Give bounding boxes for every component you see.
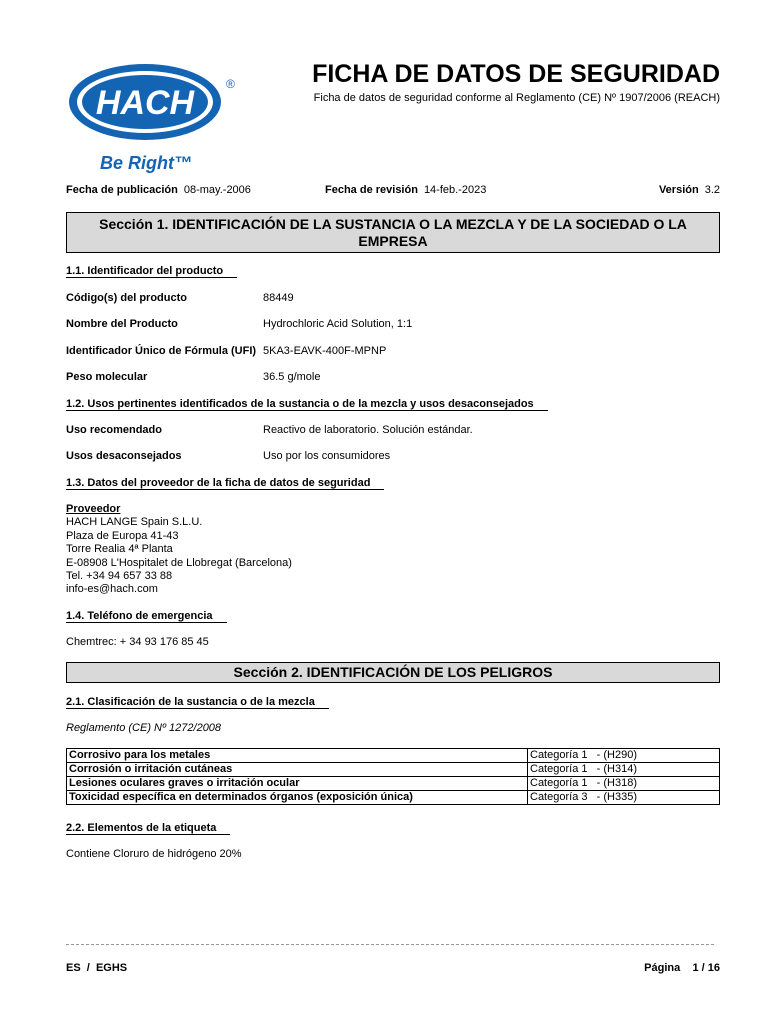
emergency-phone: Chemtrec: + 34 93 176 85 45 (66, 636, 209, 648)
page-number: 1 / 16 (692, 962, 720, 974)
registered-mark: ® (226, 77, 235, 91)
subsection-1-3 (66, 477, 384, 489)
product-name-label: Nombre del Producto (66, 318, 178, 330)
version-label: Versión (658, 184, 699, 196)
hazard-class: Corrosivo para los metales (67, 749, 528, 763)
recommended-use-label: Uso recomendado (66, 424, 162, 436)
subsection-2-2-title: 2.2. Elementos de la etiqueta (66, 822, 230, 835)
version (659, 184, 720, 196)
hazard-category: Categoría 1 - (H318) (528, 777, 720, 791)
uses-advised-against-label: Usos desaconsejados (66, 450, 182, 462)
supplier-email: info-es@hach.com (66, 583, 158, 596)
supplier-line: HACH LANGE Spain S.L.U. (66, 516, 203, 529)
product-code-label: Código(s) del producto (66, 292, 187, 304)
hazard-category: Categoría 1 - (H290) (528, 749, 720, 763)
document-title: FICHA DE DATOS DE SEGURIDAD (312, 60, 720, 88)
table-row (67, 749, 720, 763)
hazard-category: Categoría 1 - (H314) (528, 763, 720, 777)
supplier-block (66, 503, 292, 597)
classification-table (66, 748, 720, 805)
subsection-2-2 (66, 822, 230, 834)
version-value: 3.2 (704, 184, 720, 196)
subsection-1-2-title: 1.2. Usos pertinentes identificados de la sustancia o de la mezcla y usos desaconsejados (66, 398, 548, 411)
supplier-line: Plaza de Europa 41-43 (66, 529, 179, 542)
ufi-label: Identificador Único de Fórmula (UFI) (66, 345, 257, 357)
table-row (67, 763, 720, 777)
logo-tagline: Be Right™ (100, 153, 192, 173)
section-2-header: Sección 2. IDENTIFICACIÓN DE LOS PELIGROS (66, 662, 720, 683)
supplier-line: E-08908 L'Hospitalet de Llobregat (Barcelona) (66, 556, 292, 569)
document-subtitle: Ficha de datos de seguridad conforme al Reglamento (CE) Nº 1907/2006 (REACH) (313, 92, 720, 104)
table-row (67, 791, 720, 805)
logo-text: HACH (95, 84, 195, 122)
supplier-line: Torre Realia 4ª Planta (66, 543, 173, 556)
revision-date-label: Fecha de revisión (325, 184, 418, 196)
supplier-header: Proveedor (66, 503, 121, 515)
publication-date-value: 08-may.-2006 (183, 184, 251, 196)
product-code-value: 88449 (263, 292, 294, 304)
subsection-2-1-title: 2.1. Clasificación de la sustancia o de la mezcla (66, 696, 329, 709)
page-label: Página (644, 962, 681, 974)
footer-page (644, 962, 720, 974)
subsection-1-4-title: 1.4. Teléfono de emergencia (66, 610, 227, 623)
hazard-class: Lesiones oculares graves o irritación ocular (67, 777, 528, 791)
table-row (67, 777, 720, 791)
product-name-value: Hydrochloric Acid Solution, 1:1 (263, 318, 413, 330)
subsection-1-3-title: 1.3. Datos del proveedor de la ficha de datos de seguridad (66, 477, 384, 490)
publication-date (66, 184, 251, 196)
subsection-1-1-title: 1.1. Identificador del producto (66, 265, 237, 278)
label-contains: Contiene Cloruro de hidrógeno 20% (66, 848, 242, 860)
revision-date-value: 14-feb.-2023 (423, 184, 487, 196)
ufi-value: 5KA3-EAVK-400F-MPNP (263, 345, 387, 357)
recommended-use-value: Reactivo de laboratorio. Solución estándar. (263, 424, 473, 436)
section-1-header: Sección 1. IDENTIFICACIÓN DE LA SUSTANCIA O LA MEZCLA Y DE LA SOCIEDAD O LA EMPRESA (66, 212, 720, 253)
supplier-line: Tel. +34 94 657 33 88 (66, 570, 173, 583)
footer-divider (66, 944, 714, 945)
publication-date-label: Fecha de publicación (66, 184, 178, 196)
uses-advised-against-value: Uso por los consumidores (263, 450, 391, 462)
molecular-weight-value: 36.5 g/mole (263, 371, 321, 383)
subsection-1-2 (66, 398, 548, 410)
hazard-class: Corrosión o irritación cutáneas (67, 763, 528, 777)
molecular-weight-label: Peso molecular (66, 371, 148, 383)
subsection-1-4 (66, 610, 227, 622)
regulation-reference: Reglamento (CE) Nº 1272/2008 (66, 722, 222, 734)
hazard-class: Toxicidad específica en determinados órganos (exposición única) (67, 791, 528, 805)
footer-language: ES / EGHS (66, 962, 128, 974)
subsection-1-1 (66, 265, 237, 277)
revision-date (325, 184, 486, 196)
hazard-category: Categoría 3 - (H335) (528, 791, 720, 805)
hach-logo (66, 62, 236, 174)
subsection-2-1 (66, 696, 329, 708)
